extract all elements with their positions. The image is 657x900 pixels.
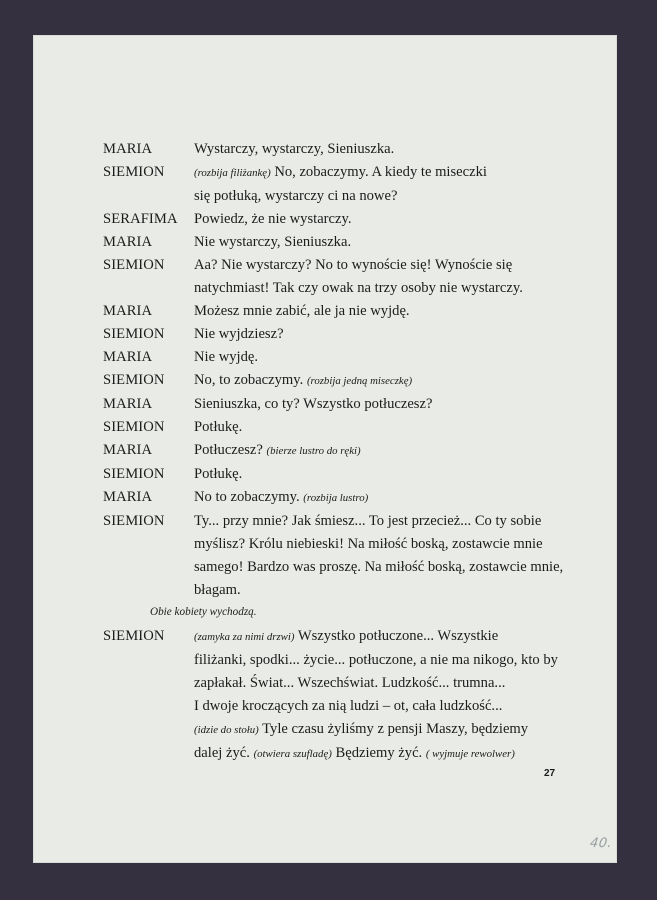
dialogue-entry xyxy=(103,323,573,346)
dialogue-entry xyxy=(103,393,573,416)
speech-text: Będziemy żyć. xyxy=(331,745,426,761)
speech-line xyxy=(194,277,573,300)
dialogue-entry xyxy=(103,486,573,510)
speaker-name: SIEMION xyxy=(103,257,165,273)
speech xyxy=(194,463,573,486)
speech-line xyxy=(194,533,573,556)
speech-text: Nie wyjdę. xyxy=(194,349,259,365)
speaker-name: SIEMION xyxy=(103,372,165,388)
speaker-name: SIEMION xyxy=(103,164,165,180)
speech-text: Potłukę. xyxy=(194,466,243,482)
stage-direction-inline: (idzie do stołu) xyxy=(194,724,259,736)
stage-direction-inline: (bierze lustro do ręki) xyxy=(266,445,361,457)
speech-text: Nie wyjdziesz? xyxy=(194,326,284,342)
speech-line xyxy=(194,486,573,510)
speech-line xyxy=(194,300,573,323)
speaker-name: MARIA xyxy=(103,141,153,157)
dialogue-entry xyxy=(103,208,573,231)
speech-line xyxy=(194,695,573,718)
speech-text: dalej żyć. xyxy=(194,745,254,761)
speech-line xyxy=(194,718,573,742)
dialogue-entry xyxy=(103,254,573,300)
speech-line xyxy=(194,510,573,533)
stage-direction-inline: (otwiera szufladę) xyxy=(253,748,332,760)
speech-line xyxy=(194,393,573,416)
speaker-name: SIEMION xyxy=(103,513,165,529)
speech xyxy=(194,323,573,346)
speech-text: Możesz mnie zabić, ale ja nie wyjdę. xyxy=(194,303,410,319)
speech-line xyxy=(194,323,573,346)
speech-text: zapłakał. Świat... Wszechświat. Ludzkość... trumna... xyxy=(194,675,506,691)
speech-text: Potłukę. xyxy=(194,419,243,435)
speech xyxy=(194,486,573,510)
speaker-name: MARIA xyxy=(103,396,153,412)
speech-text: Nie wystarczy, Sieniuszka. xyxy=(194,234,352,250)
stage-direction-inline: (rozbija jedną miseczkę) xyxy=(306,375,413,387)
page-number: 27 xyxy=(544,768,556,779)
speech-text: No, zobaczymy. A kiedy te miseczki xyxy=(270,164,487,180)
speech xyxy=(194,300,573,323)
stage-direction-inline: (rozbija filiżankę) xyxy=(194,167,271,179)
speech xyxy=(194,510,573,602)
stage-direction-inline: (zamyka za nimi drzwi) xyxy=(194,631,295,643)
speech-text: Tyle czasu żyliśmy z pensji Maszy, będziemy xyxy=(258,721,529,737)
dialogue-entry xyxy=(103,510,573,602)
dialogue-entry xyxy=(103,439,573,463)
speech-line xyxy=(194,231,573,254)
speech xyxy=(194,208,573,231)
stage-direction-inline: (rozbija lustro) xyxy=(303,492,369,504)
speech-text: No to zobaczymy. xyxy=(194,489,304,505)
speech-line xyxy=(194,672,573,695)
play-script xyxy=(103,138,573,766)
speech-line xyxy=(194,161,573,185)
dialogue-entry xyxy=(103,463,573,486)
speech xyxy=(194,369,573,393)
speaker-name: MARIA xyxy=(103,303,153,319)
speech-line xyxy=(194,208,573,231)
dialogue-entry xyxy=(103,369,573,393)
speech-text: Ty... przy mnie? Jak śmiesz... To jest przecież... Co ty sobie xyxy=(194,513,542,529)
speech-text: błagam. xyxy=(194,582,241,598)
speech-text: się potłuką, wystarczy ci na nowe? xyxy=(194,188,398,204)
speech-line xyxy=(194,556,573,579)
dialogue-entry xyxy=(103,346,573,369)
dialogue-entry xyxy=(103,300,573,323)
speaker-name: SIEMION xyxy=(103,466,165,482)
stage-direction: Obie kobiety wychodzą. xyxy=(150,606,257,618)
speech-text: No, to zobaczymy. xyxy=(194,372,307,388)
speaker-name: SIEMION xyxy=(103,419,165,435)
speech-text: myślisz? Królu niebieski! Na miłość boską, zostawcie mnie xyxy=(194,536,543,552)
speech xyxy=(194,231,573,254)
speech-text: Aa? Nie wystarczy? No to wynoście się! Wynoście się xyxy=(194,257,513,273)
speech-line xyxy=(194,579,573,602)
handwritten-archive-number: 40. xyxy=(588,836,614,851)
dialogue-entry xyxy=(103,161,573,208)
speaker-name: SIEMION xyxy=(103,326,165,342)
speech-line xyxy=(194,185,573,208)
speech-line xyxy=(194,369,573,393)
dialogue-entry xyxy=(103,138,573,161)
speaker-name: MARIA xyxy=(103,489,153,505)
speech xyxy=(194,346,573,369)
speech xyxy=(194,138,573,161)
speaker-name: SERAFIMA xyxy=(103,211,178,227)
stage-direction-inline: ( wyjmuje rewolwer) xyxy=(425,748,515,760)
dialogue-entry xyxy=(103,625,573,766)
speech-line xyxy=(194,138,573,161)
speaker-name: SIEMION xyxy=(103,628,165,644)
speech-text: samego! Bardzo was proszę. Na miłość boską, zostawcie mnie, xyxy=(194,559,564,575)
speech xyxy=(194,161,573,208)
speech-text: Wystarczy, wystarczy, Sieniuszka. xyxy=(194,141,395,157)
document-page xyxy=(33,35,617,863)
speaker-name: MARIA xyxy=(103,442,153,458)
speech-line xyxy=(194,439,573,463)
speech-text: I dwoje kroczących za nią ludzi – ot, cała ludzkość... xyxy=(194,698,503,714)
speech xyxy=(194,254,573,300)
speaker-name: MARIA xyxy=(103,349,153,365)
speech xyxy=(194,439,573,463)
speech xyxy=(194,625,573,766)
speech-text: Powiedz, że nie wystarczy. xyxy=(194,211,352,227)
speech-line xyxy=(194,346,573,369)
speech-line xyxy=(194,254,573,277)
speech-text: Sieniuszka, co ty? Wszystko potłuczesz? xyxy=(194,396,433,412)
speech xyxy=(194,393,573,416)
speech-text: natychmiast! Tak czy owak na trzy osoby nie wystarczy. xyxy=(194,280,523,296)
speech-text: Wszystko potłuczone... Wszystkie xyxy=(294,628,499,644)
speech-line xyxy=(194,649,573,672)
speech xyxy=(194,416,573,439)
speech-line xyxy=(194,742,573,766)
speech-line xyxy=(194,416,573,439)
dialogue-entry xyxy=(103,416,573,439)
speech-line xyxy=(194,463,573,486)
speech-text: filiżanki, spodki... życie... potłuczone, a nie ma nikogo, kto by xyxy=(194,652,558,668)
speaker-name: MARIA xyxy=(103,234,153,250)
speech-line xyxy=(194,625,573,649)
speech-text: Potłuczesz? xyxy=(194,442,267,458)
dialogue-entry xyxy=(103,231,573,254)
